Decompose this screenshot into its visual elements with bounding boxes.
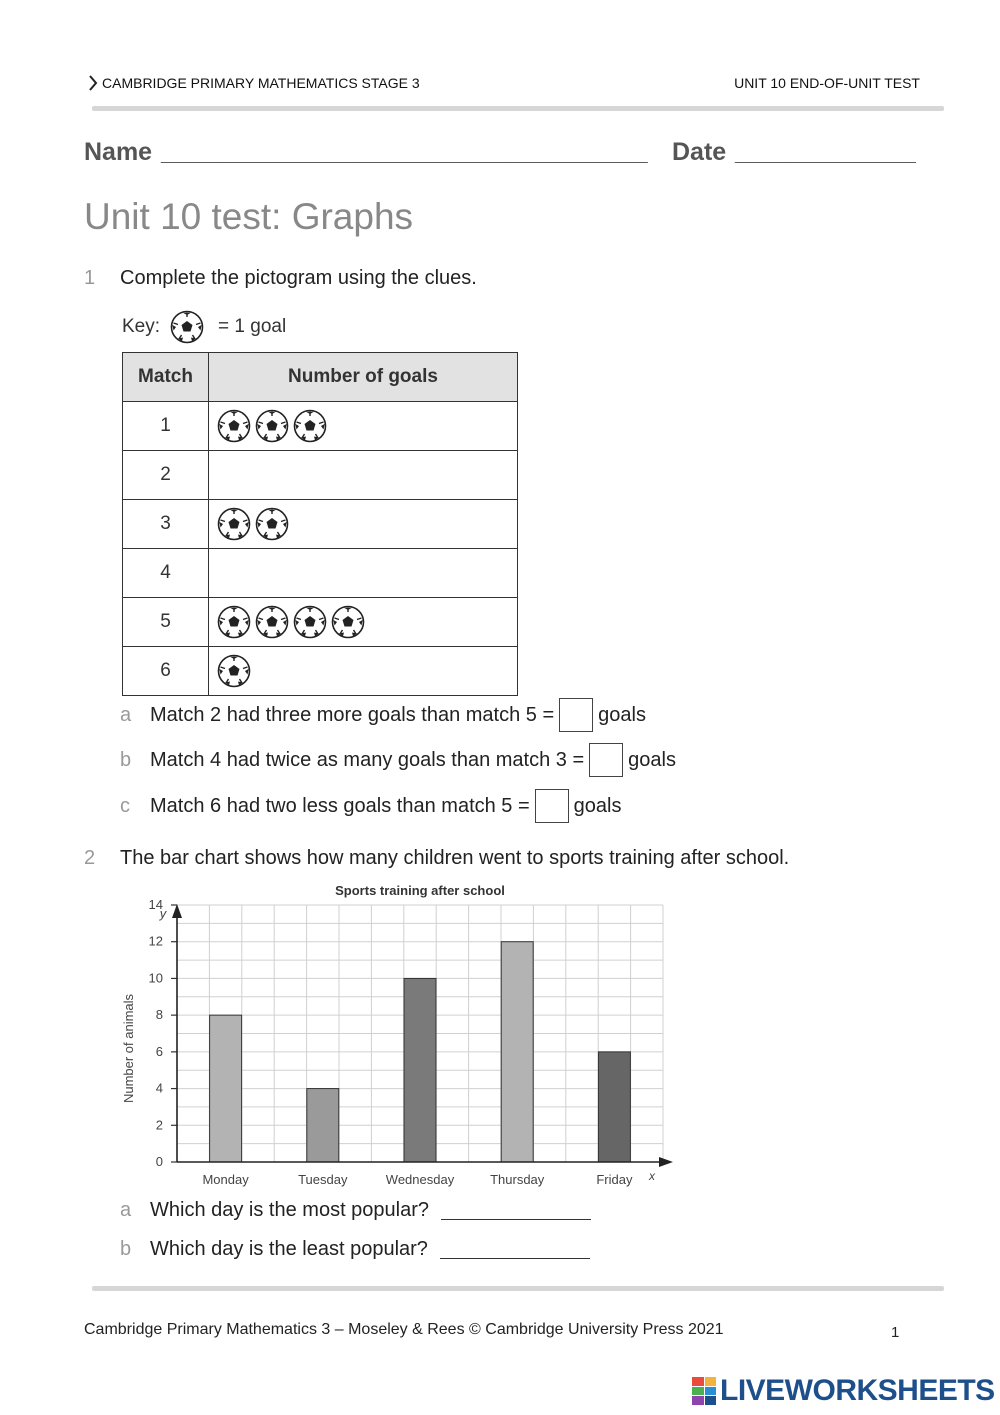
x-tick-label: Monday [202,1172,249,1187]
question-2-text: The bar chart shows how many children went to sports training after school. [120,847,790,869]
goals-cell [209,402,518,451]
part-text: Match 2 had three more goals than match 5 = [150,703,555,726]
x-tick-label: Wednesday [385,1172,455,1187]
brand-text: LIVEWORKSHEETS [720,1374,995,1407]
logo-tile [692,1396,704,1405]
goals-cell [209,500,518,549]
bar-wednesday [404,978,436,1162]
table-row [123,598,518,647]
question-2-number: 2 [84,847,96,869]
soccer-ball-icon [255,605,289,639]
x-tick-label: Friday [596,1172,633,1187]
y-tick-label: 8 [155,1007,163,1023]
y-tick-label: 10 [148,970,163,986]
bar-friday [598,1052,630,1162]
y-tick-label: 0 [155,1154,163,1169]
answer-box-1b[interactable] [589,743,623,777]
soccer-ball-icon [255,507,289,541]
match-number: 6 [123,647,209,696]
liveworksheets-brand [692,1374,995,1408]
y-axis-arrow [172,904,182,918]
question-1-text: Complete the pictogram using the clues. [120,267,477,289]
bar-tuesday [307,1089,339,1162]
table-header-goals: Number of goals [209,353,518,402]
y-tick-label: 2 [155,1117,163,1133]
goals-cell [209,598,518,647]
part-text: Which day is the least popular? [150,1238,428,1260]
match-number: 5 [123,598,209,647]
match-number: 1 [123,402,209,451]
match-number: 3 [123,500,209,549]
soccer-ball-icon [217,654,251,688]
y-tick-label: 14 [148,897,163,912]
logo-tile [692,1387,704,1396]
table-row [123,402,518,451]
date-label: Date [672,138,727,166]
question-1a [120,698,646,732]
answer-box-1a[interactable] [559,698,593,732]
header-test-title: UNIT 10 END-OF-UNIT TEST [734,75,920,91]
soccer-ball-icon [217,507,251,541]
goals-cell[interactable] [209,549,518,598]
table-header-match: Match [123,353,209,402]
question-1c [120,789,621,823]
part-unit: goals [573,794,622,817]
key-value: = 1 goal [218,316,287,337]
part-text: Match 6 had two less goals than match 5 = [150,794,530,817]
match-number: 4 [123,549,209,598]
logo-tile [705,1377,717,1386]
x-axis-letter: x [649,1169,655,1183]
answer-box-1c[interactable] [535,789,569,823]
part-text: Which day is the most popular? [150,1199,430,1221]
question-1b [120,743,676,777]
page-header-left [88,75,420,91]
part-letter: b [120,748,132,771]
bar-chart [110,878,680,1193]
footer-copyright: Cambridge Primary Mathematics 3 – Moseley & Rees © Cambridge University Press 2021 [84,1321,724,1338]
soccer-ball-icon [217,605,251,639]
header-divider [92,106,944,111]
question-1-number: 1 [84,267,96,289]
question-2b [120,1238,590,1261]
soccer-ball-icon [331,605,365,639]
chevron-right-icon [88,75,98,91]
question-2a [120,1199,591,1222]
soccer-ball-icon [255,409,289,443]
bar-monday [210,1015,242,1162]
soccer-ball-icon [293,605,327,639]
footer-divider [92,1286,944,1291]
part-text: Match 4 had twice as many goals than match 3 = [150,748,585,771]
part-letter: a [120,703,132,726]
pictogram-key [122,310,286,344]
liveworksheets-logo-icon [692,1377,716,1405]
x-axis-arrow [659,1157,673,1167]
name-blank: ___________________________________ [161,138,648,166]
table-row [123,500,518,549]
goals-cell [209,647,518,696]
y-tick-label: 4 [155,1080,163,1096]
soccer-ball-icon [170,310,204,344]
logo-tile [705,1387,717,1396]
y-axis-label: Number of animals [121,993,136,1104]
soccer-ball-icon [293,409,327,443]
y-tick-label: 12 [148,933,163,949]
page-number: 1 [891,1324,900,1341]
bar-thursday [501,942,533,1162]
x-tick-label: Thursday [490,1172,545,1187]
soccer-ball-icon [217,409,251,443]
key-label: Key: [122,316,161,337]
table-row [123,451,518,500]
answer-line-2a[interactable] [441,1201,591,1220]
part-letter: c [120,794,130,817]
x-tick-label: Tuesday [298,1172,348,1187]
part-unit: goals [628,748,676,771]
name-label: Name [84,138,153,166]
y-axis-letter: y [159,906,167,921]
table-row [123,549,518,598]
chart-title: Sports training after school [335,883,505,898]
part-letter: a [120,1199,132,1221]
date-blank: _____________ [735,138,916,166]
table-row [123,647,518,696]
answer-line-2b[interactable] [440,1240,590,1259]
logo-tile [692,1377,704,1386]
goals-cell[interactable] [209,451,518,500]
part-letter: b [120,1238,132,1260]
pictogram-table [122,352,518,696]
match-number: 2 [123,451,209,500]
header-course-title: CAMBRIDGE PRIMARY MATHEMATICS STAGE 3 [102,75,420,91]
y-tick-label: 6 [155,1043,163,1059]
part-unit: goals [598,703,646,726]
page-title: Unit 10 test: Graphs [84,196,414,237]
logo-tile [705,1396,717,1405]
